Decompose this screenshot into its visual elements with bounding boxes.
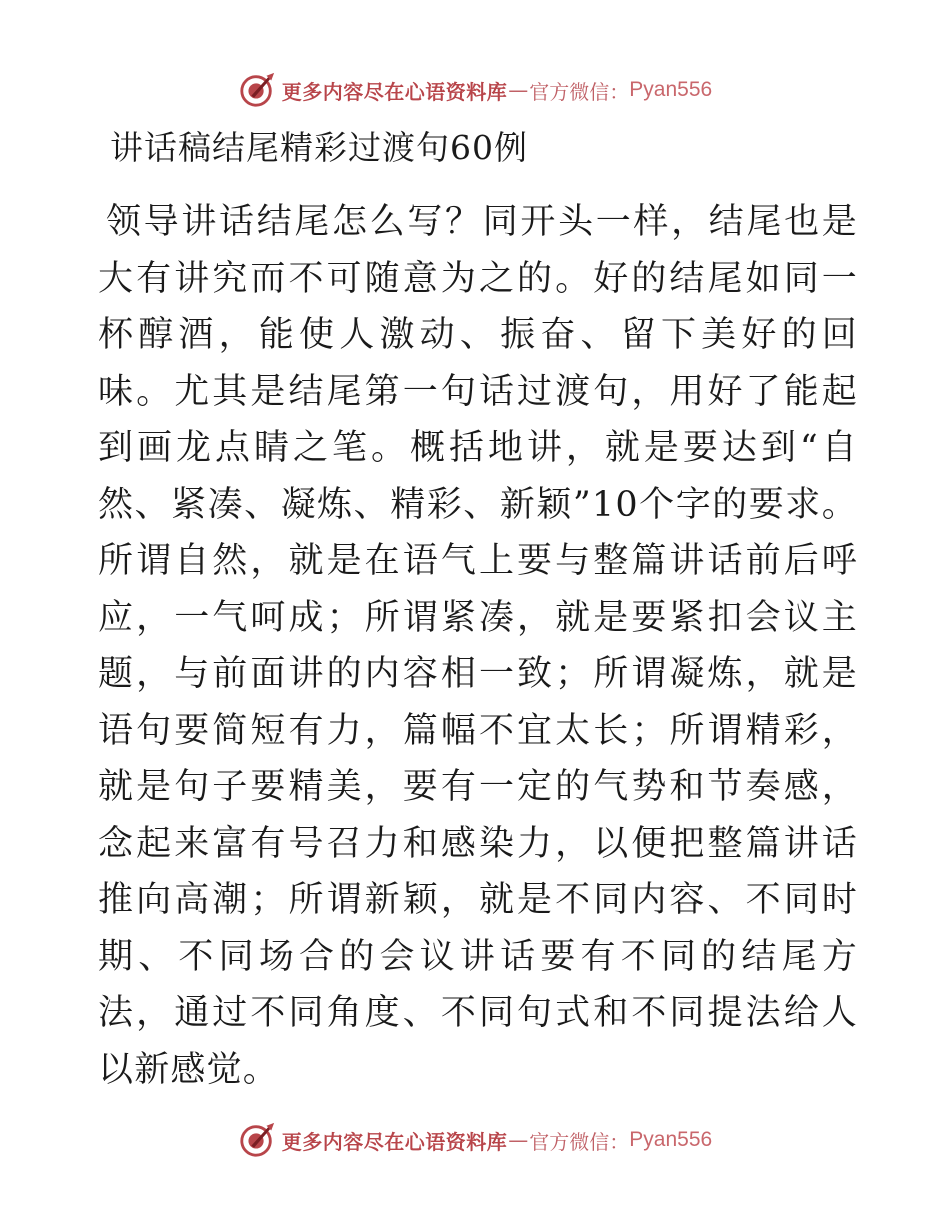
- watermark-wechat-id: Pyan556: [629, 78, 713, 101]
- footer-watermark: [0, 1120, 950, 1160]
- document-title: 讲话稿结尾精彩过渡句60例: [110, 128, 528, 167]
- watermark-site-name: 更多内容尽在心语资料库: [281, 1129, 508, 1154]
- watermark-site-name: 更多内容尽在心语资料库: [281, 79, 508, 104]
- header-watermark: [0, 70, 950, 110]
- watermark-wechat-label: 官方微信：: [529, 1129, 630, 1154]
- watermark-dash: —: [508, 1128, 529, 1152]
- watermark-dash: —: [508, 78, 529, 102]
- watermark-wechat-label: 官方微信：: [529, 79, 630, 104]
- quill-seal-logo-icon: [238, 1121, 276, 1159]
- watermark-wechat-id: Pyan556: [629, 1128, 713, 1151]
- body-paragraph: 领导讲话结尾怎么写？同开头一样，结尾也是大有讲究而不可随意为之的。好的结尾如同一杯醇酒，能使人激动、振奋、留下美好的回味。尤其是结尾第一句话过渡句，用好了能起到画龙点睛之笔。概括地讲，就是要达到“自然、紧凑、凝炼、精彩、新颖”10个字的要求。所谓自然，就是在语气上要与整篇讲话前后呼应，一气呵成；所谓紧凑，就是要紧扣会议主题，与前面讲的内容相一致；所谓凝炼，就是语句要简短有力，篇幅不宜太长；所谓精彩，就是句子要精美，要有一定的气势和节奏感，念起来富有号召力和感染力，以便把整篇讲话推向高潮；所谓新颖，就是不同内容、不同时期、不同场合的会议讲话要有不同的结尾方法，通过不同角度、不同句式和不同提法给人以新感觉。: [98, 202, 858, 1090]
- quill-seal-logo-icon: [238, 71, 276, 109]
